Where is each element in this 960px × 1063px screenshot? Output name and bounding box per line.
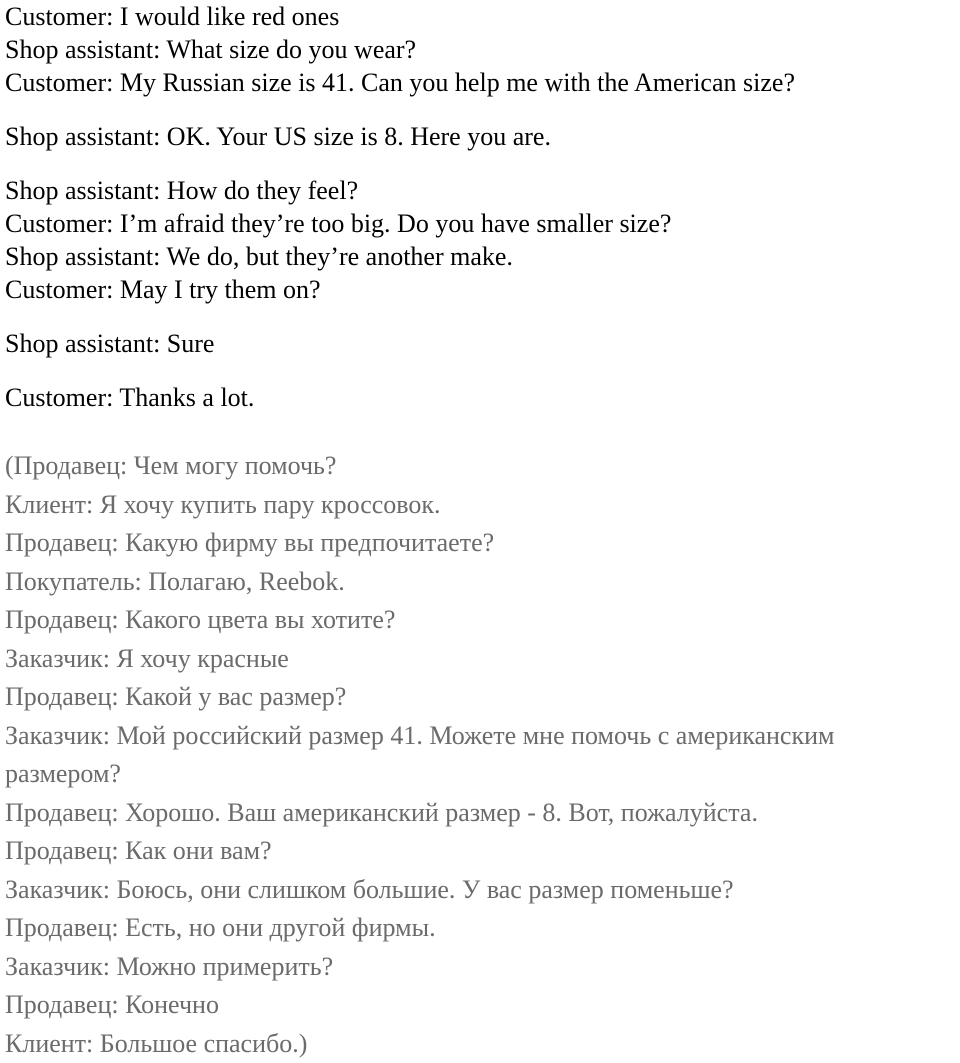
translation-line: Клиент: Большое спасибо.) [5, 1025, 950, 1063]
translation-line: Продавец: Есть, но они другой фирмы. [5, 909, 950, 948]
translation-line: Покупатель: Полагаю, Reebok. [5, 563, 950, 602]
document-body [5, 0, 950, 1063]
dialogue-line: Shop assistant: OK. Your US size is 8. Here you are. [5, 120, 950, 153]
translation-line: (Продавец: Чем могу помочь? [5, 447, 950, 486]
translation-line: Продавец: Какую фирму вы предпочитаете? [5, 524, 950, 563]
dialogue-line: Customer: May I try them on? [5, 273, 950, 306]
dialogue-line: Customer: My Russian size is 41. Can you help me with the American size? [5, 66, 950, 99]
translation-line: Заказчик: Мой российский размер 41. Можете мне помочь с американским размером? [5, 717, 950, 794]
translation-line: Заказчик: Можно примерить? [5, 948, 950, 987]
english-dialogue [5, 0, 950, 414]
dialogue-line: Customer: I would like red ones [5, 0, 950, 33]
translation-line: Заказчик: Я хочу красные [5, 640, 950, 679]
translation-line: Продавец: Как они вам? [5, 832, 950, 871]
translation-line: Клиент: Я хочу купить пару кроссовок. [5, 486, 950, 525]
dialogue-line: Customer: Thanks a lot. [5, 381, 950, 414]
russian-translation [5, 447, 950, 1063]
dialogue-line: Shop assistant: What size do you wear? [5, 33, 950, 66]
translation-line: Продавец: Конечно [5, 986, 950, 1025]
dialogue-line: Shop assistant: We do, but they’re another make. [5, 240, 950, 273]
translation-line: Продавец: Хорошо. Ваш американский размер - 8. Вот, пожалуйста. [5, 794, 950, 833]
dialogue-line: Customer: I’m afraid they’re too big. Do you have smaller size? [5, 207, 950, 240]
translation-line: Продавец: Какой у вас размер? [5, 678, 950, 717]
translation-line: Продавец: Какого цвета вы хотите? [5, 601, 950, 640]
dialogue-line: Shop assistant: How do they feel? [5, 174, 950, 207]
translation-line: Заказчик: Боюсь, они слишком большие. У вас размер поменьше? [5, 871, 950, 910]
dialogue-line: Shop assistant: Sure [5, 327, 950, 360]
